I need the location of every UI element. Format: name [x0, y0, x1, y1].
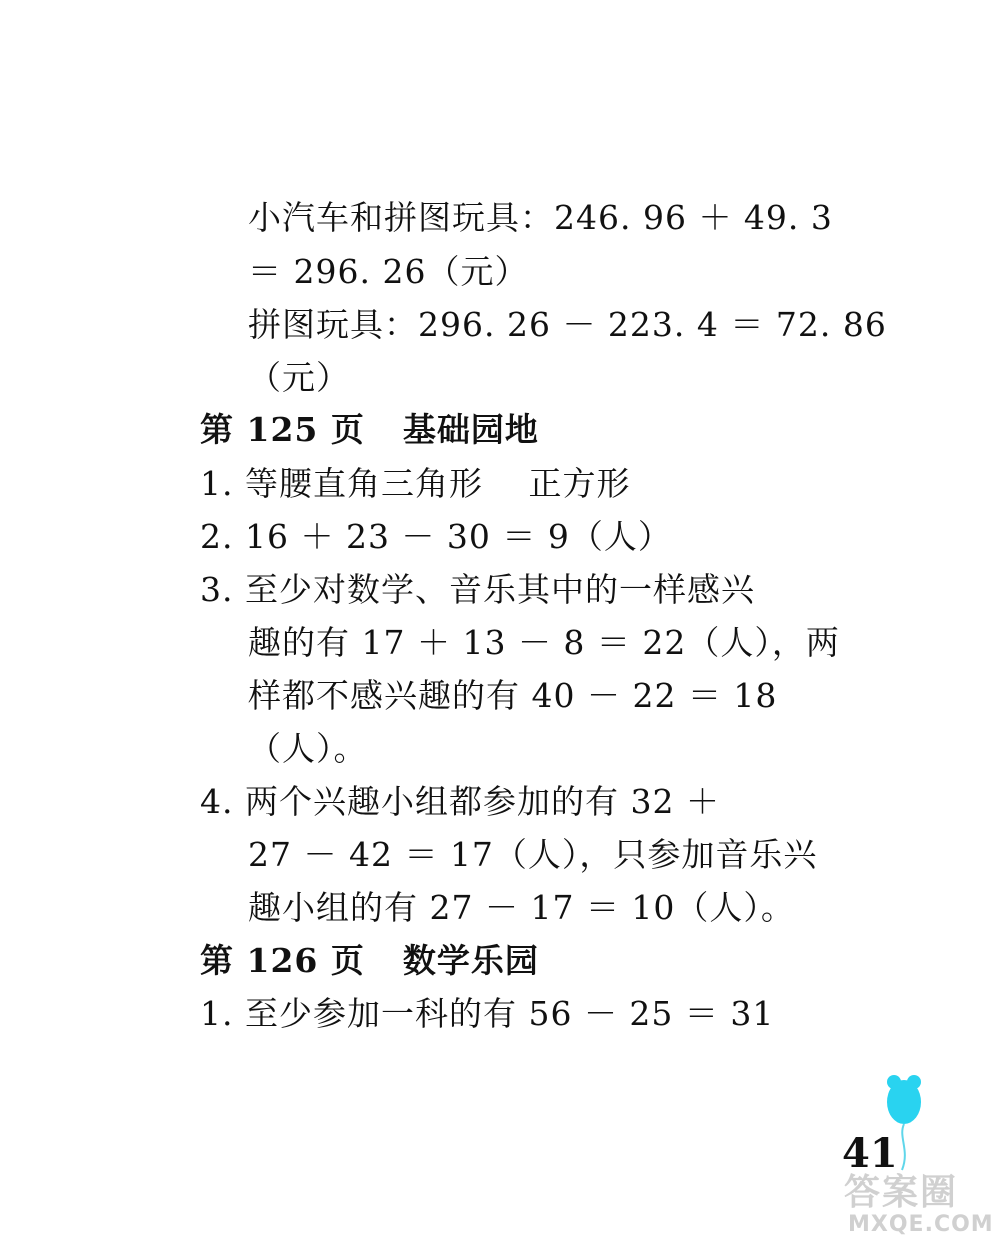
watermark-cn: 答案圈: [844, 1172, 959, 1213]
answer-item-4-cont-1: 27 － 42 ＝ 17（人），只参加音乐兴: [248, 835, 818, 874]
heading-title: 数学乐园: [402, 941, 539, 980]
heading-page-label: 第 125 页: [200, 410, 365, 449]
answer-item-3-cont-1: 趣的有 17 ＋ 13 － 8 ＝ 22（人），两: [248, 623, 840, 662]
section-heading-125: [200, 410, 539, 450]
answer-item-1-p126: 1. 至少参加一科的有 56 － 25 ＝ 31: [200, 994, 775, 1033]
answer-item-1: 1. 等腰直角三角形 正方形: [200, 464, 631, 503]
heading-page-label: 第 126 页: [200, 941, 365, 980]
answer-item-3-cont-2: 样都不感兴趣的有 40 － 22 ＝ 18: [248, 676, 778, 715]
answer-line-3: 拼图玩具：296. 26 － 223. 4 ＝ 72. 86: [248, 305, 887, 344]
page-number: 41: [842, 1130, 898, 1177]
answer-item-4: 4. 两个兴趣小组都参加的有 32 ＋: [200, 782, 720, 821]
answer-item-3: 3. 至少对数学、音乐其中的一样感兴: [200, 570, 755, 609]
heading-title: 基础园地: [402, 410, 539, 449]
section-heading-126: [200, 941, 539, 981]
answer-line-2: ＝ 296. 26（元）: [248, 252, 529, 291]
answer-line-4: （元）: [248, 358, 350, 397]
answer-item-3-cont-3: （人）。: [248, 729, 368, 768]
answer-item-4-cont-2: 趣小组的有 27 － 17 ＝ 10（人）。: [248, 888, 795, 927]
answer-item-2: 2. 16 ＋ 23 － 30 ＝ 9（人）: [200, 517, 672, 556]
watermark-en: MXQE.COM: [848, 1212, 994, 1237]
answer-line-1: 小汽车和拼图玩具：246. 96 ＋ 49. 3: [248, 198, 833, 237]
site-watermark: [836, 1160, 996, 1250]
